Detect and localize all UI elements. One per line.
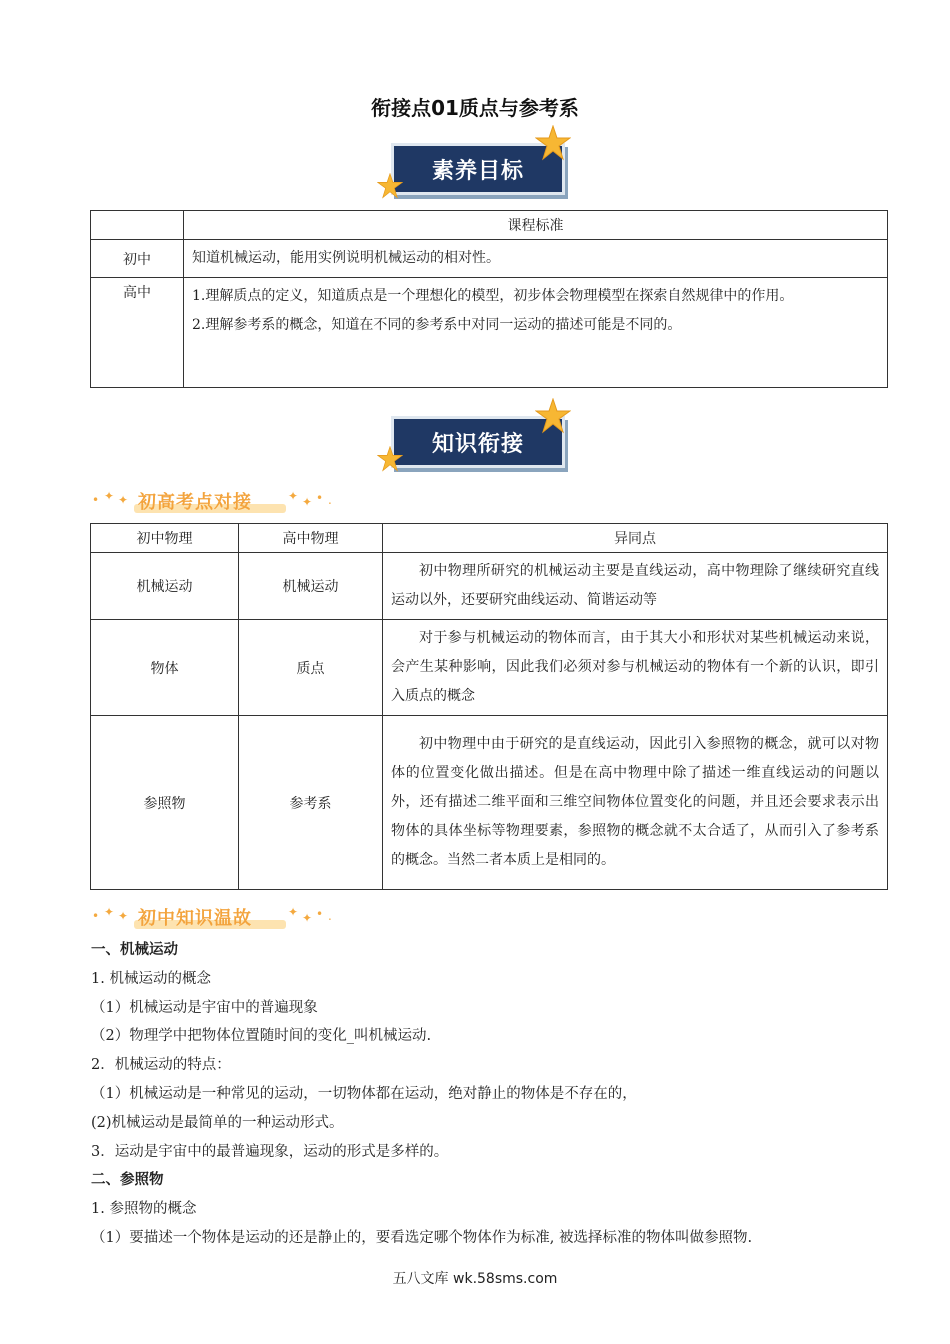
page-title: 衔接点01质点与参考系 [371,96,579,120]
paragraph: 1. 参照物的概念 [91,1201,197,1218]
cell-junior: 物体 [91,620,239,716]
curriculum-table [90,210,888,388]
paragraph: 1. 机械运动的概念 [91,970,211,987]
row-line: 2.理解参考系的概念，知道在不同的参考系中对同一运动的描述可能是不同的。 [192,317,682,333]
paragraph: 2．机械运动的特点： [91,1057,231,1074]
cell-diff: 初中物理所研究的机械运动主要是直线运动，高中物理除了继续研究直线运动以外，还要研究曲线运动、简谐运动等 [383,553,888,620]
star-icon [535,125,571,161]
sparkle-icon: ✦ [118,493,129,507]
cell-senior: 质点 [239,620,383,716]
paragraph: （1）机械运动是一种常见的运动，一切物体都在运动，绝对静止的物体是不存在的， [91,1085,637,1102]
section-heading: 一、机械运动 [91,942,178,958]
section-heading: 二、参照物 [91,1172,164,1189]
cell-senior: 机械运动 [239,553,383,620]
subhead-label: 初高考点对接 [138,492,252,513]
sparkle-icon: ✦ [104,905,115,919]
row-text: 知道机械运动，能用实例说明机械运动的相对性。 [184,240,888,278]
sparkle-icon: • [316,907,324,921]
paragraph: （1）要描述一个物体是运动的还是静止的，要看选定哪个物体作为标准, 被选择标准的物体叫做参照物. [91,1229,753,1246]
subhead-review [90,901,350,931]
subhead-exam-points [90,485,350,515]
subhead-label: 初中知识温故 [138,908,252,929]
sparkle-icon: • [92,909,100,923]
row-line: 1.理解质点的定义，知道质点是一个理想化的模型，初步体会物理模型在探索自然规律中的作用。 [192,288,794,304]
cell-junior: 机械运动 [91,553,239,620]
paragraph: （1）机械运动是宇宙中的普遍现象 [91,999,318,1016]
banner-goals-label: 素养目标 [391,143,565,195]
banner-goals [385,137,575,199]
star-icon [535,398,571,434]
cell-diff: 对于参与机械运动的物体而言，由于其大小和形状对某些机械运动来说，会产生某种影响，因此我们必须对参与机械运动的物体有一个新的认识，即引入质点的概念 [383,620,888,716]
cell-diff: 初中物理中由于研究的是直线运动，因此引入参照物的概念，就可以对物体的位置变化做出描述。但是在高中物理中除了描述一维直线运动的问题以外，还有描述二维平面和三维空间物体位置变化的问题，并且还会要求表示出物体的具体坐标等物理要素，参照物的概念就不太合适了，从而引入了参考系的概念。当然二者本质上是相同的。 [383,716,888,890]
sparkle-icon: • [316,491,324,505]
banner-knowledge [385,410,575,472]
row-text [184,278,888,388]
row-label: 初中 [91,240,184,278]
col-header: 高中物理 [239,524,383,553]
paragraph: 3．运动是宇宙中的最普遍现象，运动的形式是多样的。 [91,1143,449,1160]
comparison-table [90,523,888,890]
paragraph: （2）物理学中把物体位置随时间的变化_叫机械运动. [91,1028,432,1045]
table-row [91,716,888,890]
sparkle-icon: . [328,909,332,923]
cell-senior: 参考系 [239,716,383,890]
sparkle-icon: ✦ [302,911,313,925]
sparkle-icon: ✦ [118,909,129,923]
sparkle-icon: ✦ [288,905,299,919]
sparkle-icon: • [92,493,100,507]
sparkle-icon: . [328,493,332,507]
star-icon [377,446,403,472]
sparkle-icon: ✦ [104,489,115,503]
sparkle-icon: ✦ [288,489,299,503]
row-label: 高中 [91,278,184,388]
col-header: 初中物理 [91,524,239,553]
table-header: 课程标准 [184,211,888,240]
table-row [91,620,888,716]
table-row [91,553,888,620]
paragraph: (2)机械运动是最简单的一种运动形式。 [91,1114,344,1131]
cell-junior: 参照物 [91,716,239,890]
footer-watermark: 五八文库 wk.58sms.com [392,1271,558,1287]
banner-knowledge-label: 知识衔接 [391,416,565,468]
col-header: 异同点 [383,524,888,553]
review-content [91,936,891,1253]
star-icon [377,173,403,199]
sparkle-icon: ✦ [302,495,313,509]
